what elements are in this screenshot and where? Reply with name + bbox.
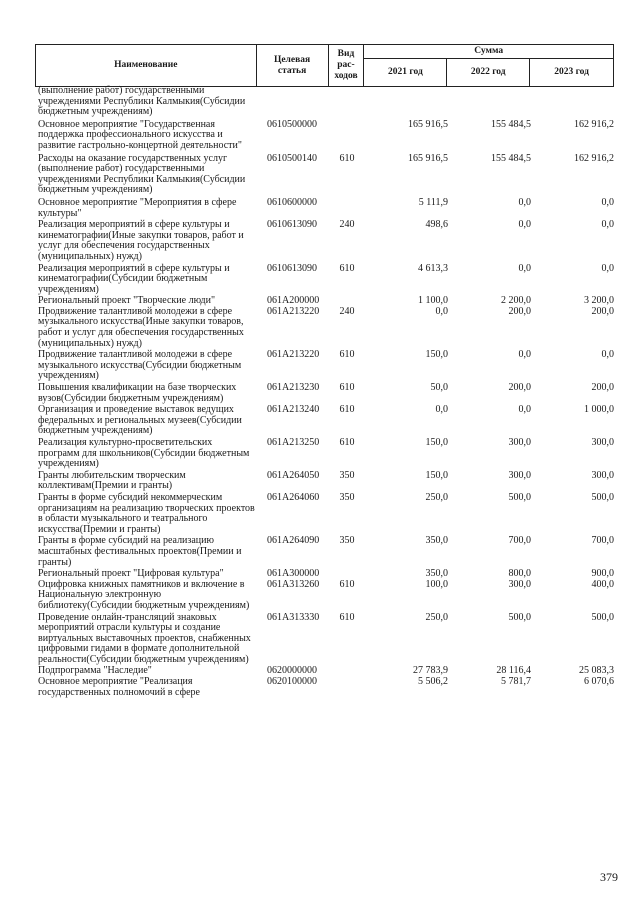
table-row <box>38 198 614 219</box>
header-vid-line1: Вид <box>337 49 355 59</box>
row-year-2022: 0,0 <box>518 349 531 361</box>
row-code: 061A213220 <box>267 349 320 361</box>
header-year-2022: 2022 год <box>447 59 530 87</box>
table-row <box>38 677 614 698</box>
row-code: 061A213240 <box>267 404 320 416</box>
table-row <box>38 536 614 568</box>
table-header <box>35 44 614 87</box>
row-code: 061A213220 <box>267 305 320 317</box>
header-year-2023: 2023 год <box>530 59 614 87</box>
row-year-2021: 100,0 <box>425 578 448 590</box>
row-name: Гранты любительским творческим коллективам(Премии и гранты) <box>38 469 186 492</box>
row-year-2022: 300,0 <box>508 578 531 590</box>
table-row <box>38 264 614 296</box>
row-year-2022: 155 484,5 <box>491 152 531 164</box>
row-year-2023: 0,0 <box>601 262 614 274</box>
header-year-2021: 2021 год <box>364 59 447 87</box>
row-vid: 350 <box>339 535 355 547</box>
table-row <box>38 120 614 152</box>
row-year-2023: 6 070,6 <box>584 676 614 688</box>
row-year-2022: 0,0 <box>518 219 531 231</box>
table-row <box>38 350 614 382</box>
row-year-2021: 150,0 <box>425 469 448 481</box>
row-year-2021: 165 916,5 <box>408 152 448 164</box>
row-code: 0610600000 <box>267 196 317 208</box>
row-year-2021: 250,0 <box>425 611 448 623</box>
row-year-2021: 0,0 <box>435 305 448 317</box>
row-year-2023: 900,0 <box>591 568 614 580</box>
table-row <box>38 493 614 535</box>
row-year-2022: 2 200,0 <box>501 295 531 307</box>
row-year-2021: 498,6 <box>425 219 448 231</box>
row-name: Гранты в форме субсидий на реализацию масштабных фестивальных проектов(Премии и гранты) <box>38 535 242 568</box>
row-year-2022: 200,0 <box>508 305 531 317</box>
row-code: 061A264060 <box>267 491 320 503</box>
row-name: Реализация мероприятий в сфере культуры и кинематографии(Субсидии бюджетным учреждениям) <box>38 262 230 295</box>
row-year-2021: 5 111,9 <box>418 196 448 208</box>
row-name: Гранты в форме субсидий некоммерческим организациям на реализацию творческих проектов в области музыкального и театрального искусства(Премии и гранты) <box>38 491 255 535</box>
row-name: Основное мероприятие "Реализация государственных полномочий в сфере <box>38 676 200 698</box>
row-code: 0610500140 <box>267 152 317 164</box>
row-year-2023: 162 916,2 <box>574 152 614 164</box>
row-year-2022: 200,0 <box>508 382 531 394</box>
row-vid: 610 <box>339 611 355 623</box>
row-name: Подпрограмма "Наследие" <box>38 665 152 677</box>
row-code: 061A264090 <box>267 535 320 547</box>
row-name: Реализация культурно-просветительских программ для школьников(Субсидии бюджетным учреждениям) <box>38 437 250 470</box>
row-name: Основное мероприятие "Государственная поддержка профессионального искусства и развитие гастрольно-концертной деятельности" <box>38 118 242 151</box>
row-name: Реализация мероприятий в сфере культуры и кинематографии(Иные закупки товаров, работ и услуг для обеспечения государственных (муниципальных) нужд) <box>38 219 244 262</box>
row-vid: 240 <box>339 219 355 231</box>
table-row <box>38 383 614 404</box>
row-year-2021: 250,0 <box>425 491 448 503</box>
table-row <box>38 220 614 262</box>
row-code: 061A300000 <box>267 568 320 580</box>
row-code: 061A313260 <box>267 578 320 590</box>
row-year-2022: 155 484,5 <box>491 118 531 130</box>
row-vid: 240 <box>339 305 355 317</box>
table-row <box>38 154 614 196</box>
row-year-2023: 300,0 <box>591 437 614 448</box>
row-year-2021: 350,0 <box>425 568 448 580</box>
row-name: Основное мероприятие "Мероприятия в сфере культуры" <box>38 196 237 219</box>
table-body <box>38 86 614 698</box>
row-name: Оцифровка книжных памятников и включение в Национальную электронную библиотеку(Субсидии бюджетным учреждениям) <box>38 578 250 611</box>
row-name: Продвижение талантливой молодежи в сфере музыкального искусства(Субсидии бюджетным учреждениям) <box>38 349 242 382</box>
header-vid-line2: рас- <box>337 60 355 70</box>
row-year-2023: 0,0 <box>601 219 614 231</box>
row-year-2023: 0,0 <box>601 349 614 361</box>
row-code: 0610613090 <box>267 262 317 274</box>
row-year-2022: 300,0 <box>508 437 531 448</box>
row-vid: 350 <box>339 469 355 481</box>
row-code: 061A264050 <box>267 469 320 481</box>
row-year-2023: 200,0 <box>591 382 614 394</box>
row-year-2022: 500,0 <box>508 491 531 503</box>
row-year-2023: 0,0 <box>601 196 614 208</box>
row-year-2023: 400,0 <box>591 578 614 590</box>
row-name: Организация и проведение выставок ведущих федеральных и региональных музеев(Субсидии бюджетным учреждениям) <box>38 404 242 437</box>
row-vid: 610 <box>339 404 355 416</box>
header-code-line2: статья <box>277 65 307 76</box>
table-row <box>38 613 614 666</box>
row-year-2021: 0,0 <box>435 404 448 416</box>
row-name: Продвижение талантливой молодежи в сфере музыкального искусства(Иные закупки товаров, работ и услуг для обеспечения государственных (муниципальных) нужд) <box>38 305 244 349</box>
row-year-2022: 0,0 <box>518 262 531 274</box>
row-year-2023: 3 200,0 <box>584 295 614 307</box>
row-code: 0620000000 <box>267 665 317 677</box>
header-code-line1: Целевая <box>273 54 311 65</box>
row-year-2022: 800,0 <box>508 568 531 580</box>
row-vid: 610 <box>339 578 355 590</box>
row-code: 061A213230 <box>267 382 320 394</box>
row-name: Проведение онлайн-трансляций знаковых мероприятий отрасли культуры и создание виртуальных выставочных проектов, снабженных цифровыми гидами в формате дополнительной реальности(Субсидии бюджетным учреждениям) <box>38 611 251 665</box>
row-year-2021: 350,0 <box>425 535 448 547</box>
row-code: 0610613090 <box>267 219 317 231</box>
row-year-2022: 5 781,7 <box>501 676 531 688</box>
row-vid: 610 <box>339 349 355 361</box>
row-vid: 610 <box>339 262 355 274</box>
page-number: 379 <box>600 870 618 884</box>
row-year-2023: 500,0 <box>591 611 614 623</box>
row-code: 061A213250 <box>267 437 320 448</box>
row-year-2023: 200,0 <box>591 305 614 317</box>
row-name: Региональный проект "Творческие люди" <box>38 295 216 307</box>
table-row <box>38 405 614 437</box>
header-name: Наименование <box>36 45 257 87</box>
row-year-2023: 25 083,3 <box>579 665 614 677</box>
row-vid: 610 <box>339 437 355 448</box>
row-year-2022: 0,0 <box>518 404 531 416</box>
row-year-2022: 28 116,4 <box>496 665 531 677</box>
table-row <box>38 86 614 118</box>
row-year-2023: 500,0 <box>591 491 614 503</box>
row-vid: 610 <box>339 382 355 394</box>
row-vid: 350 <box>339 491 355 503</box>
row-year-2022: 300,0 <box>508 469 531 481</box>
row-name: Региональный проект "Цифровая культура" <box>38 568 224 580</box>
row-year-2021: 150,0 <box>425 349 448 361</box>
table-row <box>38 471 614 492</box>
header-sum: Сумма <box>364 45 614 59</box>
row-year-2023: 300,0 <box>591 469 614 481</box>
row-year-2023: 1 000,0 <box>584 404 614 416</box>
row-code: 0610500000 <box>267 118 317 130</box>
row-name: Повышения квалификации на базе творческих вузов(Субсидии бюджетным учреждениям) <box>38 382 237 404</box>
row-year-2022: 700,0 <box>508 535 531 547</box>
row-year-2021: 165 916,5 <box>408 118 448 130</box>
row-year-2022: 500,0 <box>508 611 531 623</box>
row-year-2021: 4 613,3 <box>418 262 448 274</box>
row-year-2021: 50,0 <box>430 382 448 394</box>
row-code: 0620100000 <box>267 676 317 688</box>
row-year-2022: 0,0 <box>518 196 531 208</box>
row-name: Расходы на оказание государственных услуг (выполнение работ) государственными учреждениями Республики Калмыкия(Субсидии бюджетным учреждениям) <box>38 152 246 196</box>
row-year-2021: 1 100,0 <box>418 295 448 307</box>
table-row <box>38 307 614 349</box>
row-year-2023: 162 916,2 <box>574 118 614 130</box>
table-row <box>38 580 614 612</box>
header-vid <box>328 45 364 87</box>
row-code: 061A200000 <box>267 295 320 307</box>
row-name: (выполнение работ) государственными учреждениями Республики Калмыкия(Субсидии бюджетным учреждениям) <box>38 85 246 118</box>
header-code <box>256 45 328 87</box>
row-vid: 610 <box>339 152 355 164</box>
row-year-2021: 5 506,2 <box>418 676 448 688</box>
row-year-2023: 700,0 <box>591 535 614 547</box>
row-code: 061A313330 <box>267 611 320 623</box>
row-year-2021: 27 783,9 <box>413 665 448 677</box>
header-vid-line3: ходов <box>334 71 358 81</box>
table-row <box>38 438 614 470</box>
row-year-2021: 150,0 <box>425 437 448 448</box>
